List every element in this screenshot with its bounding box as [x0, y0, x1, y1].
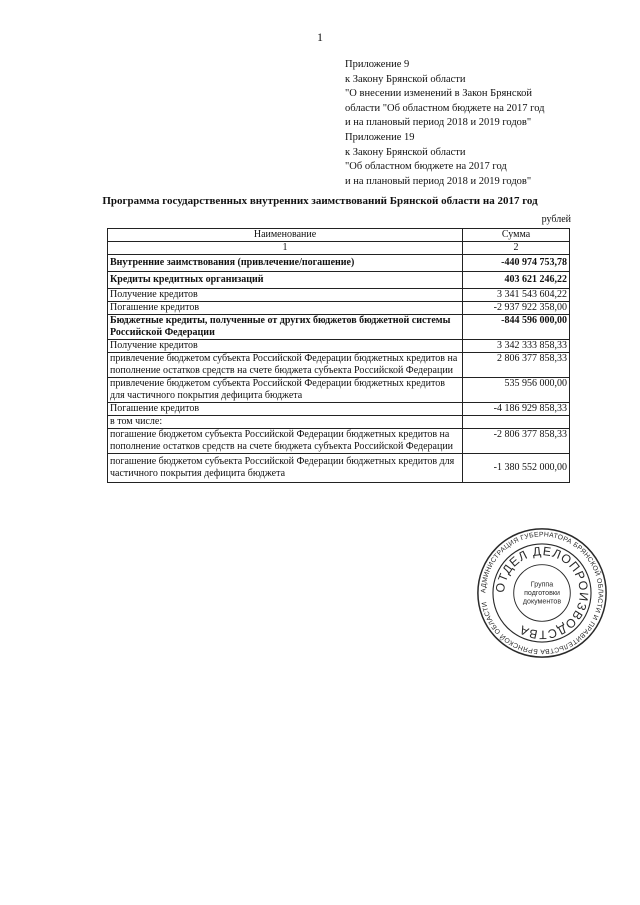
- row-amount: 2 806 377 858,33: [463, 353, 570, 378]
- appendix-line: и на плановый период 2018 и 2019 годов": [345, 175, 532, 187]
- table-row: [108, 378, 570, 403]
- document-title: Программа государственных внутренних заимствований Брянской области на 2017 год: [102, 195, 538, 207]
- row-name: привлечение бюджетом субъекта Российской Федерации бюджетных кредитов для частичного покрытия дефицита бюджета: [108, 378, 463, 403]
- row-name: Погашение кредитов: [108, 302, 463, 315]
- row-name: погашение бюджетом субъекта Российской Федерации бюджетных кредитов на пополнение остатков средств на счете бюджета субъекта Российской Федерации: [108, 429, 463, 454]
- row-amount: -2 806 377 858,33: [463, 429, 570, 454]
- stamp-center-line: подготовки: [524, 589, 560, 597]
- row-name: Погашение кредитов: [108, 403, 463, 416]
- header-name: Наименование: [108, 229, 463, 242]
- appendix-line: Приложение 19: [345, 132, 415, 143]
- page-number: 1: [317, 30, 323, 44]
- row-amount: [463, 416, 570, 429]
- row-name: Кредиты кредитных организаций: [108, 272, 463, 289]
- appendix-line: "Об областном бюджете на 2017 год: [345, 161, 507, 172]
- row-amount: -440 974 753,78: [463, 255, 570, 272]
- col-number-2: 2: [463, 242, 570, 255]
- table-row: [108, 315, 570, 340]
- row-name: привлечение бюджетом субъекта Российской Федерации бюджетных кредитов на пополнение остатков средств на счете бюджета субъекта Российской Федерации: [108, 353, 463, 378]
- appendix-line: и на плановый период 2018 и 2019 годов": [345, 117, 532, 128]
- appendix-line: Приложение 9: [345, 59, 410, 70]
- row-amount: 3 342 333 858,33: [463, 340, 570, 353]
- header-amount: Сумма: [463, 229, 570, 242]
- table-row: [108, 340, 570, 353]
- row-name: Получение кредитов: [108, 289, 463, 302]
- appendix-line: к Закону Брянской области: [345, 73, 466, 85]
- table-row: [108, 302, 570, 315]
- appendix-line: "О внесении изменений в Закон Брянской: [345, 88, 533, 99]
- row-amount: -2 937 922 358,00: [463, 302, 570, 315]
- row-name: погашение бюджетом субъекта Российской Федерации бюджетных кредитов для частичного покрытия дефицита бюджета: [108, 454, 463, 483]
- table-row: [108, 255, 570, 272]
- table-row: [108, 353, 570, 378]
- row-name: Внутренние заимствования (привлечение/погашение): [108, 255, 463, 272]
- borrowing-program-table: [107, 228, 570, 483]
- table-row: [108, 454, 570, 483]
- appendix-19-reference: [345, 131, 605, 189]
- department-stamp: [476, 527, 608, 659]
- appendix-line: к Закону Брянской области: [345, 146, 466, 158]
- table-row: [108, 403, 570, 416]
- row-amount: -4 186 929 858,33: [463, 403, 570, 416]
- row-amount: -1 380 552 000,00: [463, 454, 570, 483]
- row-amount: 3 341 543 604,22: [463, 289, 570, 302]
- table-header-row: [108, 229, 570, 242]
- appendix-9-reference: [345, 58, 605, 131]
- table-row: [108, 289, 570, 302]
- row-name: в том числе:: [108, 416, 463, 429]
- stamp-center-line: документов: [522, 598, 562, 606]
- stamp-center-line: Группа: [530, 581, 554, 589]
- col-number-1: 1: [108, 242, 463, 255]
- row-name: Бюджетные кредиты, полученные от других бюджетов бюджетной системы Российской Федерации: [108, 315, 463, 340]
- units-label: рублей: [541, 214, 571, 225]
- appendix-line: области "Об областном бюджете на 2017 год: [345, 102, 545, 114]
- row-amount: 403 621 246,22: [463, 272, 570, 289]
- table-row: [108, 272, 570, 289]
- row-name: Получение кредитов: [108, 340, 463, 353]
- row-amount: -844 596 000,00: [463, 315, 570, 340]
- row-amount: 535 956 000,00: [463, 378, 570, 403]
- stamp-outer-text: АДМИНИСТРАЦИЯ ГУБЕРНАТОРА БРЯНСКОЙ ОБЛАСТИ И ПРАВИТЕЛЬСТВА БРЯНСКОЙ ОБЛАСТИ: [480, 531, 604, 655]
- table-row: [108, 416, 570, 429]
- stamp-arc-text: ОТДЕЛ ДЕЛОПРОИЗВОДСТВА: [493, 544, 591, 642]
- table-row: [108, 429, 570, 454]
- column-number-row: [108, 242, 570, 255]
